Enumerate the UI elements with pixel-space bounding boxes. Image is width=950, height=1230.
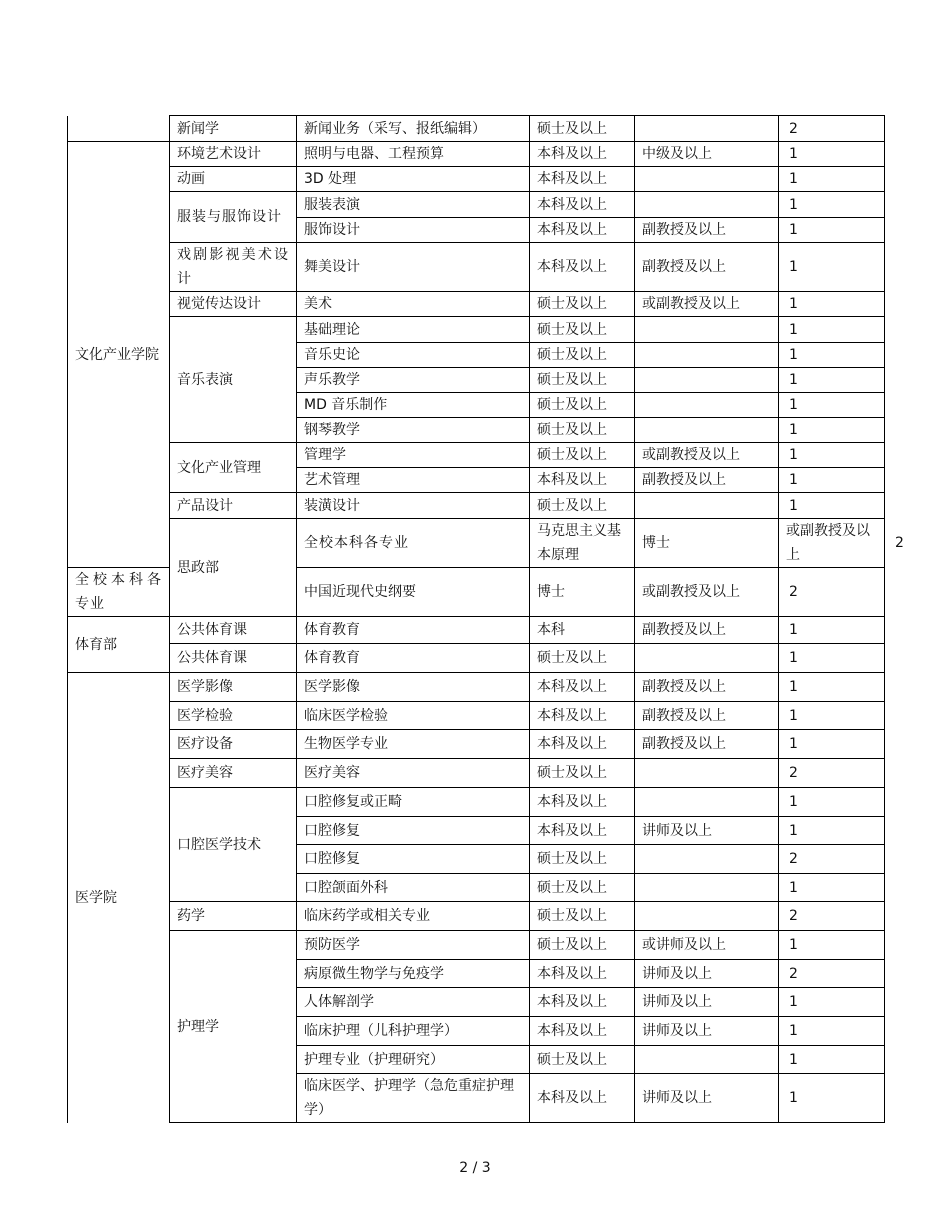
major-cell: 环境艺术设计 xyxy=(170,142,297,167)
subject-cell: MD 音乐制作 xyxy=(297,393,530,418)
table-row xyxy=(68,730,885,759)
degree-cell: 硕士及以上 xyxy=(530,874,635,902)
degree-cell: 硕士及以上 xyxy=(530,292,635,317)
count-cell: 1 xyxy=(779,218,885,243)
degree-cell: 硕士及以上 xyxy=(530,1046,635,1074)
degree-cell: 本科及以上 xyxy=(530,468,635,493)
title-cell: 讲师及以上 xyxy=(635,988,779,1017)
major-cell: 服装与服饰设计 xyxy=(170,192,297,243)
subject-cell: 舞美设计 xyxy=(297,243,530,292)
major-cell: 视觉传达设计 xyxy=(170,292,297,317)
count-cell: 2 xyxy=(779,568,885,617)
subject-cell: 音乐史论 xyxy=(297,343,530,368)
subject-cell: 护理专业（护理研究） xyxy=(297,1046,530,1074)
title-cell: 副教授及以上 xyxy=(635,468,779,493)
major-cell: 全校本科各专业 xyxy=(68,568,170,617)
title-cell: 或副教授及以上 xyxy=(635,443,779,468)
subject-cell: 临床医学检验 xyxy=(297,702,530,730)
degree-cell: 本科及以上 xyxy=(530,988,635,1017)
title-cell xyxy=(635,192,779,218)
title-cell: 副教授及以上 xyxy=(635,243,779,292)
count-cell: 1 xyxy=(779,1074,885,1123)
degree-cell: 硕士及以上 xyxy=(530,902,635,931)
degree-cell: 硕士及以上 xyxy=(530,644,635,673)
subject-cell: 临床护理（儿科护理学） xyxy=(297,1017,530,1046)
degree-cell: 本科及以上 xyxy=(530,1017,635,1046)
subject-cell: 装潢设计 xyxy=(297,493,530,519)
major-cell: 戏剧影视美术设计 xyxy=(170,243,297,292)
degree-cell: 本科及以上 xyxy=(530,730,635,759)
count-cell: 1 xyxy=(779,702,885,730)
title-cell: 中级及以上 xyxy=(635,142,779,167)
title-cell: 副教授及以上 xyxy=(635,673,779,702)
subject-cell: 医学影像 xyxy=(297,673,530,702)
department-cell: 文化产业学院 xyxy=(68,142,170,568)
subject-cell: 临床药学或相关专业 xyxy=(297,902,530,931)
subject-cell: 体育教育 xyxy=(297,644,530,673)
subject-cell: 生物医学专业 xyxy=(297,730,530,759)
subject-cell: 马克思主义基本原理 xyxy=(530,519,635,568)
title-cell: 副教授及以上 xyxy=(635,730,779,759)
count-cell: 1 xyxy=(779,243,885,292)
table-row: 思政部 全校本科各专业 马克思主义基本原理 博士 或副教授及以上 2 xyxy=(68,519,885,568)
subject-cell: 人体解剖学 xyxy=(297,988,530,1017)
department-cell: 思政部 xyxy=(170,519,297,617)
subject-cell: 钢琴教学 xyxy=(297,418,530,443)
title-cell: 讲师及以上 xyxy=(635,1074,779,1123)
major-cell: 医疗设备 xyxy=(170,730,297,759)
count-cell: 1 xyxy=(779,343,885,368)
title-cell xyxy=(635,759,779,788)
major-cell: 护理学 xyxy=(170,931,297,1123)
title-cell: 讲师及以上 xyxy=(635,817,779,845)
title-cell: 副教授及以上 xyxy=(635,702,779,730)
table-row xyxy=(68,617,885,644)
title-cell xyxy=(635,788,779,817)
subject-cell: 口腔修复 xyxy=(297,845,530,874)
count-cell: 2 xyxy=(779,960,885,988)
degree-cell: 本科及以上 xyxy=(530,243,635,292)
degree-cell: 硕士及以上 xyxy=(530,393,635,418)
title-cell xyxy=(635,902,779,931)
table-body xyxy=(68,116,904,1123)
table-row xyxy=(68,931,885,960)
table-row xyxy=(68,292,885,317)
subject-cell: 服饰设计 xyxy=(297,218,530,243)
count-cell: 1 xyxy=(779,1017,885,1046)
major-cell: 产品设计 xyxy=(170,493,297,519)
table-row xyxy=(68,493,885,519)
count-cell: 1 xyxy=(779,988,885,1017)
subject-cell: 基础理论 xyxy=(297,317,530,343)
major-cell: 文化产业管理 xyxy=(170,443,297,493)
degree-cell: 硕士及以上 xyxy=(530,116,635,142)
subject-cell: 口腔修复或正畸 xyxy=(297,788,530,817)
major-cell: 动画 xyxy=(170,167,297,192)
count-cell: 2 xyxy=(779,116,885,142)
title-cell xyxy=(635,493,779,519)
degree-cell: 本科 xyxy=(530,617,635,644)
degree-cell: 硕士及以上 xyxy=(530,759,635,788)
degree-cell: 本科及以上 xyxy=(530,192,635,218)
degree-cell: 硕士及以上 xyxy=(530,931,635,960)
count-cell: 1 xyxy=(779,443,885,468)
count-cell: 1 xyxy=(779,493,885,519)
table-row xyxy=(68,116,885,142)
table-row xyxy=(68,788,885,817)
subject-cell: 病原微生物学与免疫学 xyxy=(297,960,530,988)
degree-cell: 本科及以上 xyxy=(530,817,635,845)
subject-cell: 中国近现代史纲要 xyxy=(297,568,530,617)
major-cell: 公共体育课 xyxy=(170,644,297,673)
title-cell xyxy=(635,317,779,343)
subject-cell: 服装表演 xyxy=(297,192,530,218)
count-cell: 2 xyxy=(779,845,885,874)
subject-cell: 3D 处理 xyxy=(297,167,530,192)
count-cell: 1 xyxy=(779,673,885,702)
table-row xyxy=(68,142,885,167)
count-cell: 1 xyxy=(779,292,885,317)
degree-cell: 本科及以上 xyxy=(530,218,635,243)
count-cell: 1 xyxy=(779,418,885,443)
count-cell: 1 xyxy=(779,1046,885,1074)
degree-cell: 本科及以上 xyxy=(530,142,635,167)
title-cell xyxy=(635,393,779,418)
degree-cell: 硕士及以上 xyxy=(530,317,635,343)
count-cell: 1 xyxy=(779,788,885,817)
major-cell: 口腔医学技术 xyxy=(170,788,297,902)
title-cell xyxy=(635,845,779,874)
title-cell: 副教授及以上 xyxy=(635,617,779,644)
title-cell xyxy=(635,368,779,393)
subject-cell: 声乐教学 xyxy=(297,368,530,393)
title-cell: 或副教授及以上 xyxy=(779,519,885,568)
count-cell: 1 xyxy=(779,874,885,902)
degree-cell: 博士 xyxy=(635,519,779,568)
major-cell: 新闻学 xyxy=(170,116,297,142)
table-row xyxy=(68,644,885,673)
table-row xyxy=(68,673,885,702)
table-row xyxy=(68,702,885,730)
count-cell: 1 xyxy=(779,317,885,343)
major-cell: 医学影像 xyxy=(170,673,297,702)
title-cell: 或副教授及以上 xyxy=(635,292,779,317)
title-cell xyxy=(635,167,779,192)
table-row xyxy=(68,902,885,931)
title-cell: 或讲师及以上 xyxy=(635,931,779,960)
major-cell: 药学 xyxy=(170,902,297,931)
subject-cell: 艺术管理 xyxy=(297,468,530,493)
title-cell xyxy=(635,116,779,142)
degree-cell: 硕士及以上 xyxy=(530,418,635,443)
title-cell: 讲师及以上 xyxy=(635,1017,779,1046)
count-cell: 1 xyxy=(779,142,885,167)
degree-cell: 博士 xyxy=(530,568,635,617)
subject-cell: 口腔修复 xyxy=(297,817,530,845)
subject-cell: 管理学 xyxy=(297,443,530,468)
count-cell: 1 xyxy=(779,730,885,759)
subject-cell: 体育教育 xyxy=(297,617,530,644)
count-cell: 1 xyxy=(779,931,885,960)
title-cell xyxy=(635,644,779,673)
title-cell xyxy=(635,343,779,368)
department-cell: 体育部 xyxy=(68,617,170,673)
table-row xyxy=(68,443,885,468)
table-row xyxy=(68,759,885,788)
degree-cell: 硕士及以上 xyxy=(530,493,635,519)
count-cell: 2 xyxy=(779,902,885,931)
department-cell xyxy=(68,116,170,142)
major-cell: 全校本科各专业 xyxy=(297,519,530,568)
degree-cell: 本科及以上 xyxy=(530,167,635,192)
degree-cell: 硕士及以上 xyxy=(530,845,635,874)
table-row xyxy=(68,243,885,292)
subject-cell: 临床医学、护理学（急危重症护理学） xyxy=(297,1074,530,1123)
table-row xyxy=(68,167,885,192)
count-cell: 1 xyxy=(779,617,885,644)
count-cell: 1 xyxy=(779,644,885,673)
count-cell: 1 xyxy=(779,368,885,393)
major-cell: 医疗美容 xyxy=(170,759,297,788)
title-cell xyxy=(635,874,779,902)
degree-cell: 本科及以上 xyxy=(530,1074,635,1123)
degree-cell: 硕士及以上 xyxy=(530,343,635,368)
major-cell: 音乐表演 xyxy=(170,317,297,443)
recruitment-table xyxy=(67,115,904,1123)
count-cell: 1 xyxy=(779,468,885,493)
title-cell: 副教授及以上 xyxy=(635,218,779,243)
subject-cell: 预防医学 xyxy=(297,931,530,960)
degree-cell: 硕士及以上 xyxy=(530,443,635,468)
table-row xyxy=(68,192,885,218)
title-cell: 或副教授及以上 xyxy=(635,568,779,617)
subject-cell: 新闻业务（采写、报纸编辑） xyxy=(297,116,530,142)
major-cell: 公共体育课 xyxy=(170,617,297,644)
degree-cell: 本科及以上 xyxy=(530,788,635,817)
title-cell xyxy=(635,1046,779,1074)
subject-cell: 口腔颌面外科 xyxy=(297,874,530,902)
count-cell: 2 xyxy=(779,759,885,788)
table-row xyxy=(68,317,885,343)
department-cell: 医学院 xyxy=(68,673,170,1123)
title-cell: 讲师及以上 xyxy=(635,960,779,988)
count-cell: 1 xyxy=(779,192,885,218)
major-cell: 医学检验 xyxy=(170,702,297,730)
subject-cell: 美术 xyxy=(297,292,530,317)
count-cell: 1 xyxy=(779,817,885,845)
degree-cell: 本科及以上 xyxy=(530,702,635,730)
degree-cell: 本科及以上 xyxy=(530,960,635,988)
subject-cell: 医疗美容 xyxy=(297,759,530,788)
count-cell: 1 xyxy=(779,393,885,418)
subject-cell: 照明与电器、工程预算 xyxy=(297,142,530,167)
degree-cell: 本科及以上 xyxy=(530,673,635,702)
page-number: 2 / 3 xyxy=(459,1160,491,1176)
degree-cell: 硕士及以上 xyxy=(530,368,635,393)
title-cell xyxy=(635,418,779,443)
count-cell: 1 xyxy=(779,167,885,192)
